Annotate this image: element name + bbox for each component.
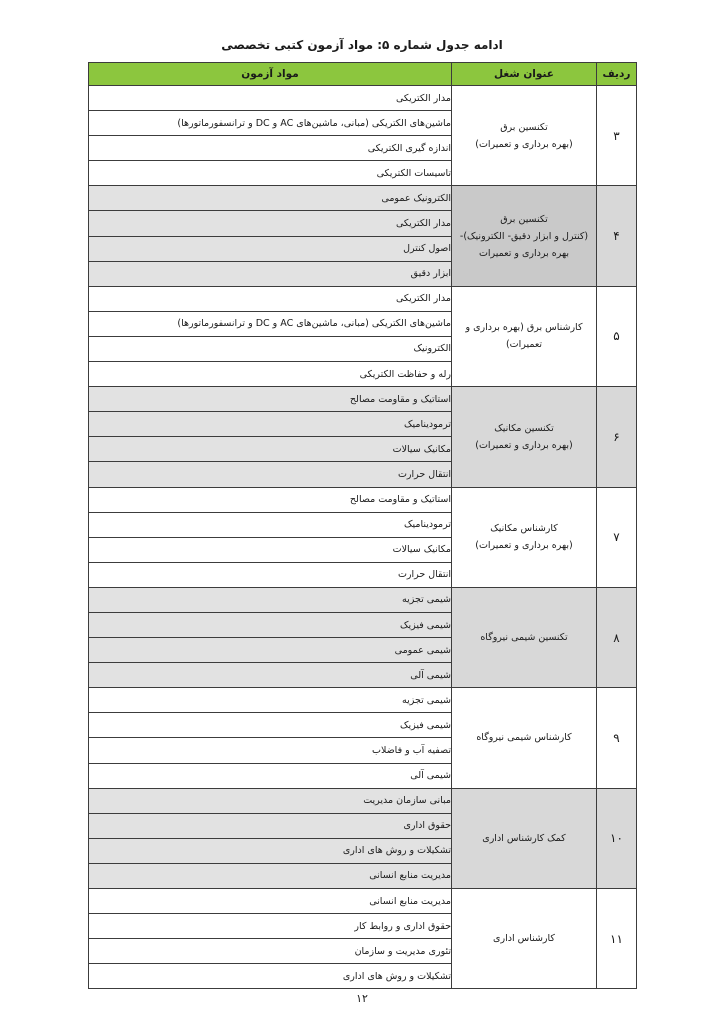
job-title-title: تکنسین مکانیک (494, 422, 554, 434)
job-title-cell (452, 688, 597, 788)
exam-subject-cell: ترمودینامیک (89, 412, 452, 437)
exam-subject-cell: مکانیک سیالات (89, 437, 452, 462)
job-title-cell (452, 889, 597, 989)
job-title-cell (452, 487, 597, 587)
header-exam-subjects: مواد آزمون (89, 63, 452, 86)
exam-subject-cell: شیمی آلی (89, 663, 452, 688)
table-row (89, 86, 637, 111)
table-row (89, 286, 637, 311)
job-title-title: تکنسین برق (500, 121, 548, 133)
job-title-title: کارشناس برق (بهره برداری و (465, 322, 583, 334)
job-title-subtitle: (کنترل و ابزار دقیق- الکترونیک)- (459, 230, 589, 242)
row-number-cell: ۶ (597, 387, 637, 487)
exam-subject-cell: استاتیک و مقاومت مصالح (89, 387, 452, 412)
exam-subject-cell: ماشین‌های الکتریکی (مبانی، ماشین‌های AC و DC و ترانسفورماتورها) (89, 111, 452, 136)
exam-subject-cell: ابزار دقیق (89, 261, 452, 286)
exam-subject-cell: تشکیلات و روش های اداری (89, 838, 452, 863)
exam-subject-cell: مدیریت منابع انسانی (89, 889, 452, 914)
job-title-cell (452, 788, 597, 888)
job-title-cell (452, 387, 597, 487)
exam-subject-cell: مدار الکتریکی (89, 86, 452, 111)
exam-subject-cell: شیمی تجزیه (89, 688, 452, 713)
exam-subject-cell: حقوق اداری و روابط کار (89, 914, 452, 939)
job-title-title: کمک کارشناس اداری (482, 832, 566, 844)
exam-subject-cell: شیمی تجزیه (89, 587, 452, 612)
exam-subject-cell: انتقال حرارت (89, 462, 452, 487)
row-number-cell: ۸ (597, 587, 637, 687)
table-row (89, 688, 637, 713)
row-number-cell: ۱۱ (597, 889, 637, 989)
table-row (89, 788, 637, 813)
exam-subject-cell: تئوری مدیریت و سازمان (89, 939, 452, 964)
job-title-title: کارشناس اداری (493, 933, 555, 945)
exam-subject-cell: مدار الکتریکی (89, 286, 452, 311)
job-title-subtitle: (بهره برداری و تعمیرات) (475, 439, 573, 451)
job-title-subtitle: (بهره برداری و تعمیرات) (475, 540, 573, 552)
job-title-subtitle2: بهره برداری و تعمیرات (478, 247, 570, 259)
row-number-cell: ۷ (597, 487, 637, 587)
exam-subject-cell: حقوق اداری (89, 813, 452, 838)
exam-subject-cell: تشکیلات و روش های اداری (89, 964, 452, 989)
exam-subject-cell: رله و حفاظت الکتریکی (89, 362, 452, 387)
exam-subject-cell: اندازه گیری الکتریکی (89, 136, 452, 161)
exam-subject-cell: تصفیه آب و فاضلاب (89, 738, 452, 763)
exam-subject-cell: الکترونیک (89, 336, 452, 361)
exam-subjects-table (88, 62, 637, 989)
exam-subject-cell: شیمی عمومی (89, 638, 452, 663)
exam-subject-cell: الکترونیک عمومی (89, 186, 452, 211)
row-number-cell: ۴ (597, 186, 637, 286)
table-row (89, 587, 637, 612)
job-title-cell (452, 86, 597, 186)
table-row (89, 487, 637, 512)
row-number-cell: ۱۰ (597, 788, 637, 888)
job-title-subtitle: (بهره برداری و تعمیرات) (475, 138, 573, 150)
job-title-cell (452, 286, 597, 386)
row-number-cell: ۵ (597, 286, 637, 386)
exam-subject-cell: ماشین‌های الکتریکی (مبانی، ماشین‌های AC و DC و ترانسفورماتورها) (89, 311, 452, 336)
exam-subject-cell: مکانیک سیالات (89, 537, 452, 562)
exam-subject-cell: مدار الکتریکی (89, 211, 452, 236)
table-row (89, 186, 637, 211)
exam-subject-cell: استاتیک و مقاومت مصالح (89, 487, 452, 512)
job-title-title: تکنسین شیمی نیروگاه (480, 632, 568, 644)
row-number-cell: ۹ (597, 688, 637, 788)
job-title-title: کارشناس مکانیک (490, 523, 558, 535)
job-title-subtitle: تعمیرات) (505, 339, 543, 351)
exam-subject-cell: مدیریت منابع انسانی (89, 863, 452, 888)
table-row (89, 889, 637, 914)
exam-subject-cell: ترمودینامیک (89, 512, 452, 537)
exam-subject-cell: شیمی فیزیک (89, 713, 452, 738)
exam-subject-cell: شیمی فیزیک (89, 612, 452, 637)
exam-subject-cell: اصول کنترل (89, 236, 452, 261)
table-row (89, 387, 637, 412)
job-title-title: کارشناس شیمی نیروگاه (476, 732, 572, 744)
table-caption: ادامه جدول شماره ۵: مواد آزمون کتبی تخصصی (221, 38, 503, 52)
header-job-title: عنوان شغل (452, 63, 597, 86)
exam-subject-cell: تاسیسات الکتریکی (89, 161, 452, 186)
job-title-cell (452, 186, 597, 286)
header-row-number: ردیف (597, 63, 637, 86)
page-number: ۱۲ (356, 992, 368, 1005)
exam-subject-cell: شیمی آلی (89, 763, 452, 788)
job-title-title: تکنسین برق (500, 213, 548, 225)
row-number-cell: ۳ (597, 86, 637, 186)
exam-subject-cell: مبانی سازمان مدیریت (89, 788, 452, 813)
table-header-row (89, 63, 637, 86)
exam-subject-cell: انتقال حرارت (89, 562, 452, 587)
job-title-cell (452, 587, 597, 687)
